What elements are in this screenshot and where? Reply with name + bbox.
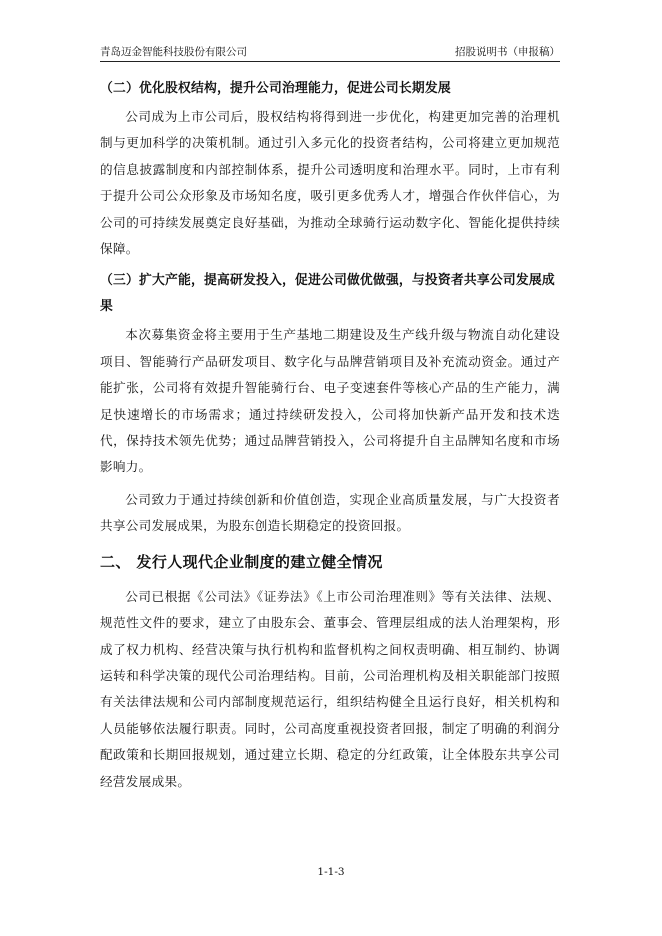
chapter-heading-governance: 二、 发行人现代企业制度的建立健全情况 — [100, 552, 383, 571]
body-paragraph: 公司致力于通过持续创新和价值创造，实现企业高质量发展，与广大投资者共享公司发展成果，为股东创造长期稳定的投资回报。 — [100, 491, 560, 534]
page-content — [100, 72, 560, 801]
page-header — [100, 44, 560, 62]
header-company-name: 青岛迈金智能科技股份有限公司 — [100, 46, 247, 58]
body-paragraph: 公司成为上市公司后，股权结构将得到进一步优化，构建更加完善的治理机制与更加科学的决策机制。通过引入多元化的投资者结构，公司将建立更加规范的信息披露制度和内部控制体系，提升公司透明度和治理水平。同时，上市有利于提升公司公众形象及市场知名度，吸引更多优秀人才，增强合作伙伴信心，为公司的可持续发展奠定良好基础，为推动全球骑行运动数字化、智能化提供持续保障。 — [100, 109, 560, 257]
body-paragraph: 本次募集资金将主要用于生产基地二期建设及生产线升级与物流自动化建设项目、智能骑行产品研发项目、数字化与品牌营销项目及补充流动资金。通过产能扩张，公司将有效提升智能骑行台、电子变速套件等核心产品的生产能力，满足快速增长的市场需求；通过持续研发投入，公司将加快新产品开发和技术迭代，保持技术领先优势；通过品牌营销投入，公司将提升自主品牌知名度和市场影响力。 — [100, 327, 560, 475]
section-heading-2: （二）优化股权结构，提升公司治理能力，促进公司长期发展 — [100, 81, 451, 96]
header-document-type: 招股说明书（申报稿） — [455, 46, 560, 58]
page-number: 1-1-3 — [317, 866, 345, 878]
body-paragraph: 公司已根据《公司法》《证券法》《上市公司治理准则》等有关法律、法规、规范性文件的要求，建立了由股东会、董事会、管理层组成的法人治理架构，形成了权力机构、经营决策与执行机构和监督机构之间权责明确、相互制约、协调运转和科学决策的现代公司治理结构。目前，公司治理机构及相关职能部门按照有关法律法规和公司内部制度规范运行，组织结构健全且运行良好，相关机构和人员能够依法履行职责。同时，公司高度重视投资者回报，制定了明确的利润分配政策和长期回报规划，通过建立长期、稳定的分红政策，让全体股东共享公司经营发展成果。 — [100, 588, 560, 789]
section-heading-3: （三）扩大产能，提高研发投入，促进公司做优做强，与投资者共享公司发展成果 — [100, 273, 555, 315]
